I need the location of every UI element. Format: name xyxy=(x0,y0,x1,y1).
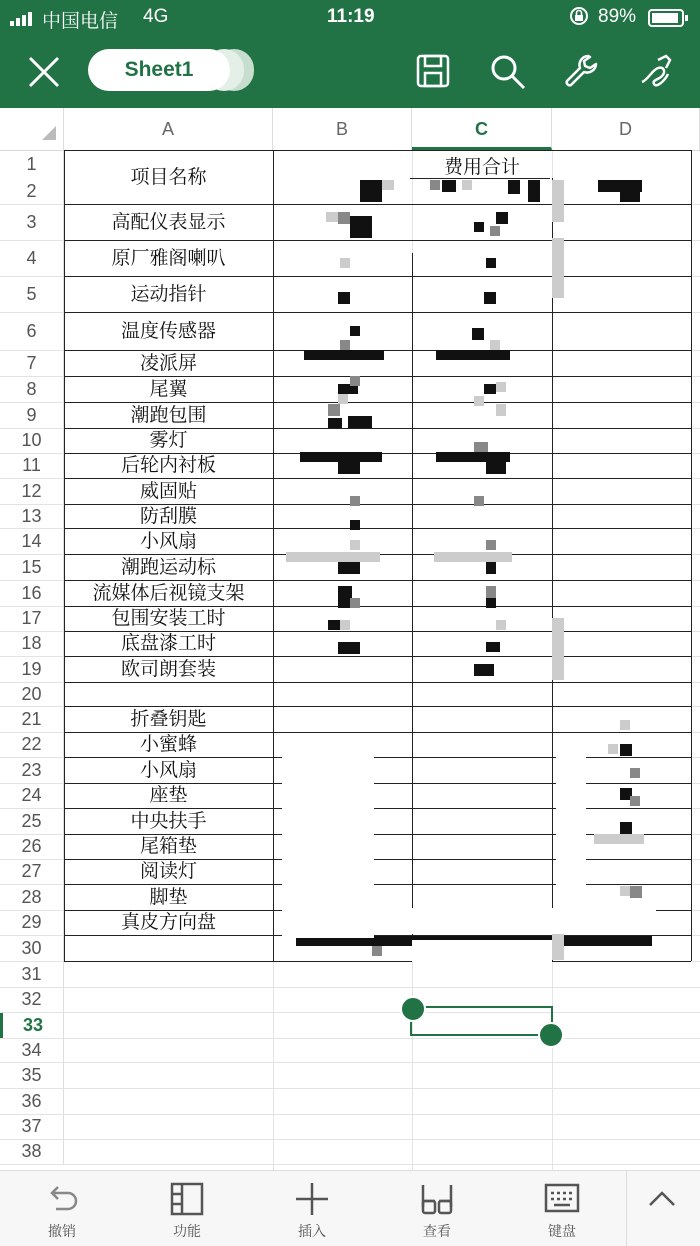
table-border-h xyxy=(64,961,691,962)
row-header[interactable]: 31 xyxy=(0,961,64,987)
row-header[interactable]: 36 xyxy=(0,1088,64,1114)
item-name-cell[interactable]: 高配仪表显示 xyxy=(111,211,226,233)
row-header[interactable]: 5 xyxy=(0,276,64,312)
item-name-cell[interactable]: 威固贴 xyxy=(139,480,197,502)
pen-icon[interactable] xyxy=(636,52,676,92)
item-name-cell[interactable]: 脚垫 xyxy=(149,886,188,908)
redacted-block xyxy=(528,180,540,202)
item-name-cell[interactable]: 真皮方向盘 xyxy=(120,911,216,933)
redacted-block xyxy=(382,180,394,190)
network-label: 4G xyxy=(143,6,169,27)
redacted-block xyxy=(598,180,642,192)
redacted-wipe xyxy=(306,908,656,934)
redacted-block xyxy=(338,642,360,654)
redacted-block xyxy=(430,180,440,190)
redacted-wipe xyxy=(412,940,552,962)
selection-handle-end[interactable] xyxy=(538,1022,564,1048)
grid-hline xyxy=(0,1139,700,1140)
redacted-block xyxy=(630,796,640,806)
item-name-cell[interactable]: 潮跑包围 xyxy=(130,404,207,426)
redacted-block xyxy=(350,216,372,238)
redacted-block xyxy=(486,586,496,598)
item-name-cell[interactable]: 防刮膜 xyxy=(139,505,197,527)
glasses-icon xyxy=(419,1181,455,1217)
redacted-block xyxy=(372,946,382,956)
redacted-block xyxy=(328,404,340,416)
row-header[interactable]: 30 xyxy=(0,935,64,961)
insert-label: 插入 xyxy=(298,1224,326,1240)
redacted-block xyxy=(486,642,500,652)
row-header[interactable]: 23 xyxy=(0,757,64,783)
clock: 11:19 xyxy=(327,6,375,27)
redacted-block xyxy=(474,664,494,676)
redacted-block xyxy=(620,886,630,896)
redacted-block xyxy=(350,326,360,336)
signal-icon xyxy=(10,10,38,26)
redacted-block xyxy=(490,340,500,350)
redacted-block xyxy=(348,416,372,428)
row-header[interactable]: 38 xyxy=(0,1139,64,1164)
row-header[interactable]: 1 xyxy=(0,150,64,178)
grid-hline xyxy=(0,1164,700,1165)
redacted-block xyxy=(462,180,472,190)
item-name-cell[interactable]: 阅读灯 xyxy=(139,860,197,882)
redacted-block xyxy=(304,350,384,360)
item-name-cell[interactable]: 尾箱垫 xyxy=(139,835,197,857)
table-border-v xyxy=(691,150,692,961)
row-header[interactable]: 7 xyxy=(0,350,64,376)
item-name-cell[interactable]: 凌派屏 xyxy=(139,352,197,374)
select-all-corner[interactable] xyxy=(0,108,64,150)
row-header[interactable]: 33 xyxy=(0,1012,64,1038)
close-icon[interactable] xyxy=(24,52,64,92)
redacted-block xyxy=(552,238,564,298)
row-header[interactable]: 2 xyxy=(0,178,64,204)
row-header[interactable]: 6 xyxy=(0,312,64,350)
row-header[interactable]: 20 xyxy=(0,682,64,706)
redacted-block xyxy=(486,562,496,574)
view-label: 查看 xyxy=(423,1224,451,1240)
redacted-block xyxy=(474,222,484,232)
bottom-toolbar xyxy=(0,1170,700,1246)
redacted-block xyxy=(630,886,642,898)
keyboard-icon xyxy=(544,1181,580,1217)
redacted-block xyxy=(338,292,350,304)
insert-button[interactable] xyxy=(272,1171,352,1246)
row-header[interactable]: 27 xyxy=(0,859,64,884)
sheet-tab[interactable]: Sheet1 xyxy=(88,49,230,91)
redacted-block xyxy=(328,418,342,428)
redacted-block xyxy=(620,744,632,756)
redacted-block xyxy=(442,180,456,192)
row-header[interactable]: 10 xyxy=(0,428,64,453)
redacted-block xyxy=(630,768,640,778)
row-header[interactable]: 15 xyxy=(0,554,64,580)
app-toolbar xyxy=(0,36,700,108)
grid-hline xyxy=(0,1062,700,1063)
view-button[interactable] xyxy=(397,1171,477,1246)
redacted-block xyxy=(508,180,520,194)
redacted-block xyxy=(594,834,644,844)
redacted-block xyxy=(620,822,632,834)
redacted-block xyxy=(350,520,360,530)
redacted-block xyxy=(340,620,350,630)
redacted-block xyxy=(496,212,508,224)
item-name-cell[interactable]: 雾灯 xyxy=(149,429,188,451)
collapse-button[interactable] xyxy=(622,1171,700,1246)
item-name-cell[interactable]: 折叠钥匙 xyxy=(130,708,207,730)
row-header[interactable]: 24 xyxy=(0,783,64,808)
redacted-block xyxy=(340,258,350,268)
redacted-block xyxy=(350,540,360,550)
redacted-block xyxy=(338,394,348,404)
redacted-block xyxy=(338,462,360,474)
row-header[interactable]: 25 xyxy=(0,808,64,834)
plus-icon xyxy=(294,1181,330,1217)
redacted-block xyxy=(350,376,360,386)
battery-icon xyxy=(648,9,684,27)
table-border-v xyxy=(273,150,274,961)
item-name-cell[interactable]: 温度传感器 xyxy=(120,320,216,342)
redacted-block xyxy=(338,562,360,574)
redacted-block xyxy=(552,618,564,680)
item-name-cell[interactable]: 尾翼 xyxy=(149,378,188,400)
row-header[interactable]: 18 xyxy=(0,631,64,656)
redacted-block xyxy=(474,442,488,452)
row-header[interactable]: 37 xyxy=(0,1114,64,1139)
keyboard-label: 键盘 xyxy=(548,1224,576,1240)
column-header-b[interactable]: B xyxy=(273,108,412,150)
row-header[interactable]: 11 xyxy=(0,453,64,478)
item-name-cell[interactable]: 流媒体后视镜支架 xyxy=(92,582,245,604)
table-border-v xyxy=(412,253,413,961)
redacted-block xyxy=(486,258,496,268)
redacted-block xyxy=(326,212,338,222)
item-name-cell[interactable]: 潮跑运动标 xyxy=(120,556,216,578)
row-header[interactable]: 21 xyxy=(0,706,64,732)
row-header[interactable]: 16 xyxy=(0,580,64,606)
redacted-block xyxy=(360,180,382,202)
row-header[interactable]: 13 xyxy=(0,504,64,528)
selection-handle-start[interactable] xyxy=(400,996,426,1022)
item-name-cell[interactable] xyxy=(65,935,272,961)
function-label: 功能 xyxy=(173,1224,201,1240)
redacted-block xyxy=(486,460,506,474)
spreadsheet-grid[interactable] xyxy=(0,108,700,1170)
item-name-cell[interactable]: 运动指针 xyxy=(130,283,207,305)
row-header[interactable]: 28 xyxy=(0,884,64,910)
redacted-block xyxy=(496,620,506,630)
row-header[interactable]: 17 xyxy=(0,606,64,631)
redacted-block xyxy=(486,598,496,608)
row-header[interactable]: 35 xyxy=(0,1062,64,1088)
undo-icon xyxy=(44,1181,80,1217)
row-header[interactable]: 22 xyxy=(0,732,64,757)
item-name-cell[interactable]: 包围安装工时 xyxy=(111,607,226,629)
row-header[interactable]: 29 xyxy=(0,910,64,935)
redacted-block xyxy=(300,452,382,462)
grid-hline xyxy=(0,1088,700,1089)
row-header[interactable]: 12 xyxy=(0,478,64,504)
redacted-block xyxy=(620,192,640,202)
header-total-cost: 费用合计 xyxy=(443,156,520,178)
redacted-block xyxy=(552,180,564,222)
redacted-block xyxy=(496,382,506,392)
header-item-name: 项目名称 xyxy=(130,166,207,188)
grid-hline xyxy=(0,1114,700,1115)
rotation-lock-icon xyxy=(568,5,590,33)
redacted-wipe xyxy=(556,744,586,934)
item-name-cell[interactable] xyxy=(65,682,272,706)
row-header[interactable]: 9 xyxy=(0,402,64,428)
column-header-c[interactable]: C xyxy=(412,108,552,150)
redacted-block xyxy=(436,350,510,360)
search-icon[interactable] xyxy=(488,52,528,92)
undo-label: 撤销 xyxy=(48,1224,76,1240)
redacted-block xyxy=(608,744,618,754)
grid-hline xyxy=(0,1012,700,1013)
redacted-block xyxy=(490,226,500,236)
selected-cell-range[interactable] xyxy=(410,1006,553,1036)
keyboard-button[interactable] xyxy=(522,1171,602,1246)
redacted-block xyxy=(496,404,506,416)
row-header[interactable]: 14 xyxy=(0,528,64,554)
redacted-block xyxy=(340,340,350,350)
item-name-cell[interactable]: 欧司朗套装 xyxy=(120,658,216,680)
battery-percent: 89% xyxy=(598,6,637,27)
save-icon[interactable] xyxy=(414,52,454,92)
redacted-block xyxy=(328,620,340,630)
undo-button[interactable] xyxy=(22,1171,102,1246)
row-header[interactable]: 34 xyxy=(0,1038,64,1062)
grid-hline xyxy=(0,987,700,988)
redacted-block xyxy=(434,552,512,562)
item-name-cell[interactable]: 小风扇 xyxy=(139,530,197,552)
redacted-block xyxy=(484,384,496,394)
row-header[interactable]: 19 xyxy=(0,656,64,682)
function-button[interactable] xyxy=(147,1171,227,1246)
row-header[interactable]: 26 xyxy=(0,834,64,859)
item-name-cell[interactable]: 原厂雅阁喇叭 xyxy=(111,247,226,269)
item-name-cell[interactable]: 小蜜蜂 xyxy=(139,733,197,755)
grid-hline xyxy=(0,1038,700,1039)
redacted-block xyxy=(474,396,484,406)
table-border-h xyxy=(64,150,691,151)
status-bar xyxy=(0,0,700,36)
item-name-cell[interactable]: 底盘漆工时 xyxy=(120,632,216,654)
redacted-block xyxy=(338,212,350,224)
redacted-block xyxy=(474,496,484,506)
row-header[interactable]: 8 xyxy=(0,376,64,402)
redacted-block xyxy=(350,598,360,608)
item-name-cell[interactable]: 后轮内衬板 xyxy=(120,454,216,476)
item-name-cell[interactable]: 座垫 xyxy=(149,784,188,806)
chevron-up-icon xyxy=(644,1181,680,1217)
row-header[interactable]: 3 xyxy=(0,204,64,240)
wrench-icon[interactable] xyxy=(562,52,602,92)
redacted-block xyxy=(286,552,380,562)
item-name-cell[interactable]: 中央扶手 xyxy=(130,810,207,832)
row-header[interactable]: 32 xyxy=(0,987,64,1012)
panel-icon xyxy=(169,1181,205,1217)
carrier-label: 中国电信 xyxy=(42,11,119,32)
item-name-cell[interactable]: 小风扇 xyxy=(139,759,197,781)
redacted-block xyxy=(484,292,496,304)
redacted-block xyxy=(472,328,484,340)
column-header-d[interactable]: D xyxy=(552,108,700,150)
redacted-block xyxy=(620,720,630,730)
redacted-block xyxy=(486,540,496,550)
corner-triangle-icon xyxy=(0,108,64,150)
row-header[interactable]: 4 xyxy=(0,240,64,276)
redacted-block xyxy=(350,496,360,506)
column-header-a[interactable]: A xyxy=(64,108,273,150)
